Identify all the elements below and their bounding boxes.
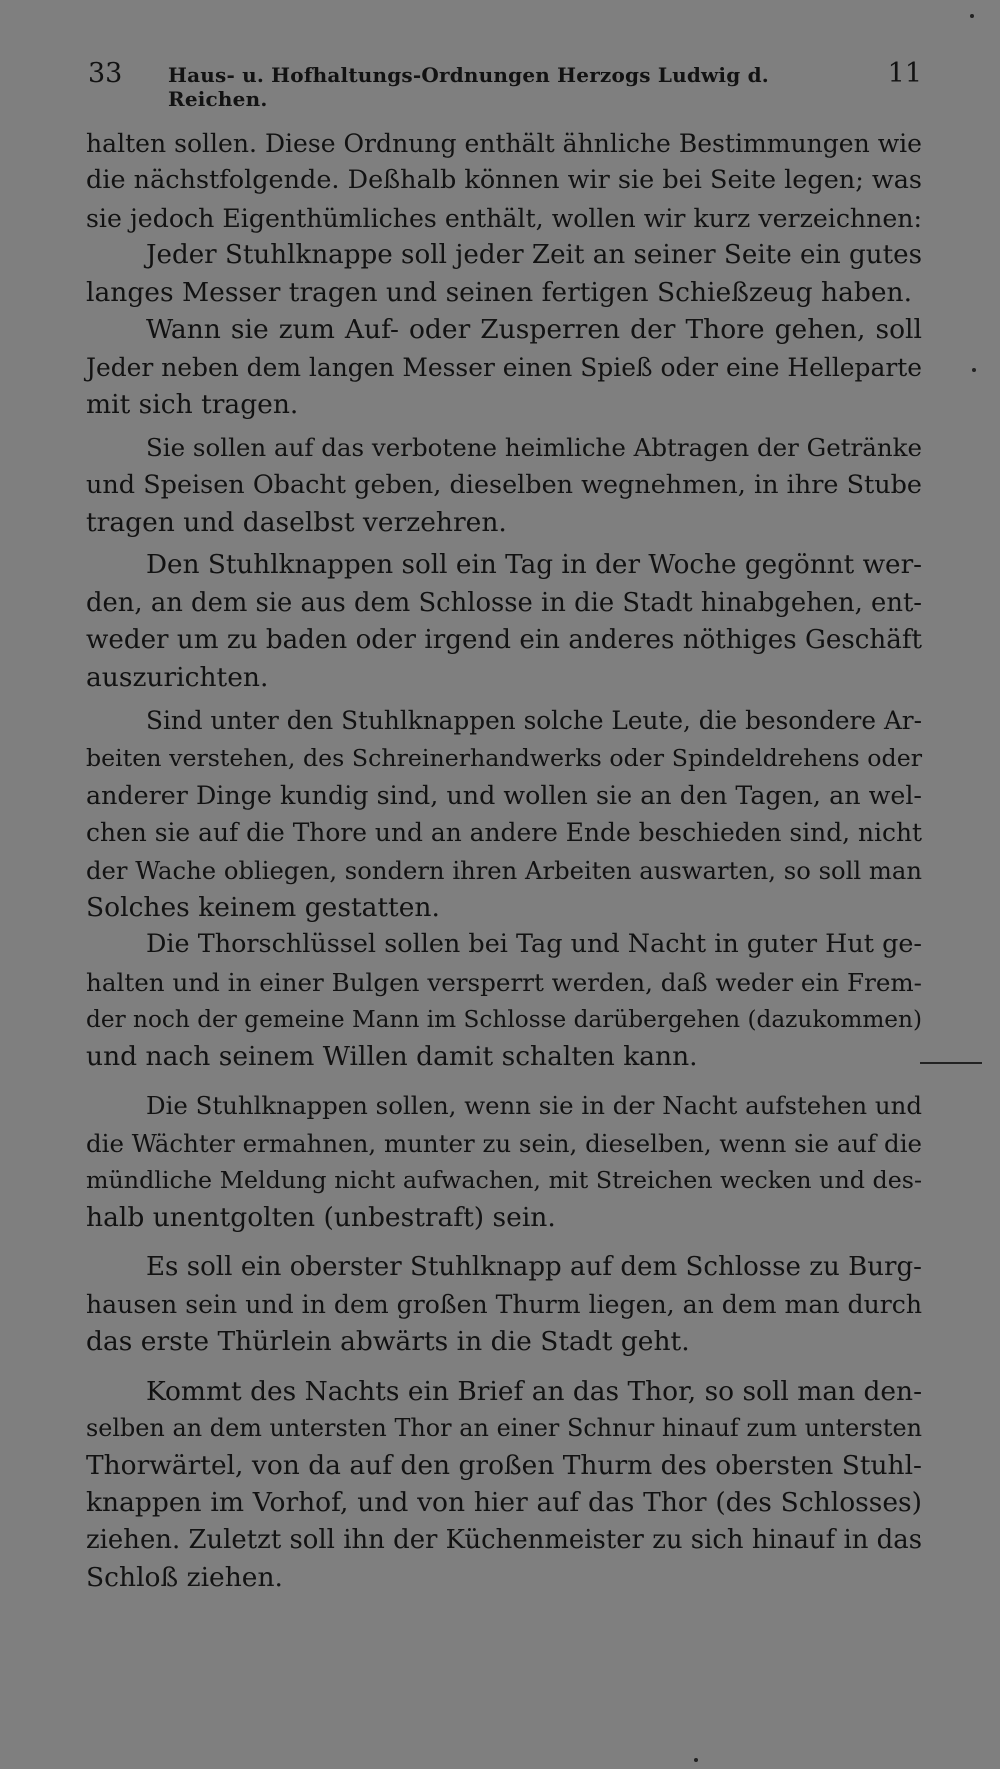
paragraph (86, 1087, 922, 1236)
text-line: Sind unter den Stuhlknappen solche Leute, die besondere Ar- (146, 706, 922, 736)
text-line: Jeder neben dem langen Messer einen Spieß oder eine Helleparte (86, 352, 922, 382)
speck-mark (972, 368, 976, 372)
text-line: langes Messer tragen und seinen fertigen Schießzeug haben. (86, 277, 913, 309)
text-line: und nach seinem Willen damit schalten kann. (86, 1041, 698, 1073)
text-line: knappen im Vorhof, und von hier auf das Thor (des Schlosses) (86, 1487, 922, 1519)
body-text (86, 125, 922, 1596)
paragraph (86, 237, 922, 312)
paragraph (86, 429, 922, 541)
speck-mark (694, 1758, 698, 1762)
text-line: Die Thorschlüssel sollen bei Tag und Nacht in guter Hut ge- (146, 929, 922, 960)
text-line: und Speisen Obacht geben, dieselben wegnehmen, in ihre Stube (86, 469, 922, 500)
text-line: mündliche Meldung nicht aufwachen, mit Streichen wecken und des- (86, 1166, 922, 1195)
text-line: Den Stuhlknappen soll ein Tag in der Woche gegönnt wer- (146, 550, 922, 581)
text-line: Thorwärtel, von da auf den großen Thurm des obersten Stuhl- (86, 1450, 922, 1482)
text-line: selben an dem untersten Thor an einer Schnur hinauf zum untersten (86, 1413, 922, 1442)
text-line: die Wächter ermahnen, munter zu sein, dieselben, wenn sie auf die (86, 1128, 922, 1158)
text-line: sie jedoch Eigenthümliches enthält, wollen wir kurz verzeichnen: (86, 203, 922, 233)
paragraph (86, 547, 922, 696)
text-line: anderer Dinge kundig sind, und wollen sie an den Tagen, an wel- (86, 780, 922, 811)
page-number: 11 (887, 58, 922, 89)
speck-mark (970, 14, 974, 18)
paragraph (86, 702, 922, 926)
text-line: beiten verstehen, des Schreinerhandwerks oder Spindeldrehens oder (86, 743, 922, 772)
text-line: chen sie auf die Thore und an andere Ende beschieden sind, nicht (86, 818, 922, 848)
text-line: halten und in einer Bulgen versperrt werden, daß weder ein Frem- (86, 967, 922, 997)
text-line: tragen und daselbst verzehren. (86, 506, 507, 538)
page-header (88, 58, 922, 111)
text-line: halb unentgolten (unbestraft) sein. (86, 1202, 556, 1234)
paragraph (86, 1249, 922, 1361)
text-line: der Wache obliegen, sondern ihren Arbeiten auswarten, so soll man (86, 855, 922, 885)
text-line: Kommt des Nachts ein Brief an das Thor, so soll man den- (146, 1375, 922, 1407)
paragraph (86, 311, 922, 423)
paragraph (86, 926, 922, 1075)
text-line: die nächstfolgende. Deßhalb können wir sie bei Seite legen; was (86, 165, 922, 196)
text-line: Es soll ein oberster Stuhlknapp auf dem Schlosse zu Burg- (146, 1251, 922, 1282)
text-line: ziehen. Zuletzt soll ihn der Küchenmeister zu sich hinauf in das (86, 1524, 922, 1555)
text-line: mit sich tragen. (86, 389, 299, 421)
margin-dash-mark (920, 1062, 982, 1064)
text-line: halten sollen. Diese Ordnung enthält ähnliche Bestimmungen wie (86, 129, 922, 158)
running-title: Haus- u. Hofhaltungs-Ordnungen Herzogs Ludwig d. Reichen. (168, 63, 769, 111)
header-left-number: 33 (88, 58, 123, 89)
text-line: Solches keinem gestatten. (86, 891, 440, 923)
text-line: Sie sollen auf das verbotene heimliche Abtragen der Getränke (146, 433, 922, 463)
text-line: Wann sie zum Auf- oder Zusperren der Thore gehen, soll (146, 314, 922, 346)
text-line: weder um zu baden oder irgend ein anderes nöthiges Geschäft (86, 624, 922, 655)
text-line: das erste Thürlein abwärts in die Stadt geht. (86, 1326, 690, 1358)
text-line: Jeder Stuhlknappe soll jeder Zeit an seiner Seite ein gutes (146, 239, 922, 270)
text-line: auszurichten. (86, 662, 269, 694)
text-line: Schloß ziehen. (86, 1561, 283, 1593)
text-line: Die Stuhlknappen sollen, wenn sie in der Nacht aufstehen und (146, 1091, 922, 1121)
paragraph (86, 125, 922, 237)
text-line: hausen sein und in dem großen Thurm liegen, an dem man durch (86, 1289, 922, 1319)
paragraph (86, 1373, 922, 1597)
text-line: den, an dem sie aus dem Schlosse in die Stadt hinabgehen, ent- (86, 587, 923, 618)
text-line: der noch der gemeine Mann im Schlosse darübergehen (dazukommen) (86, 1005, 923, 1033)
